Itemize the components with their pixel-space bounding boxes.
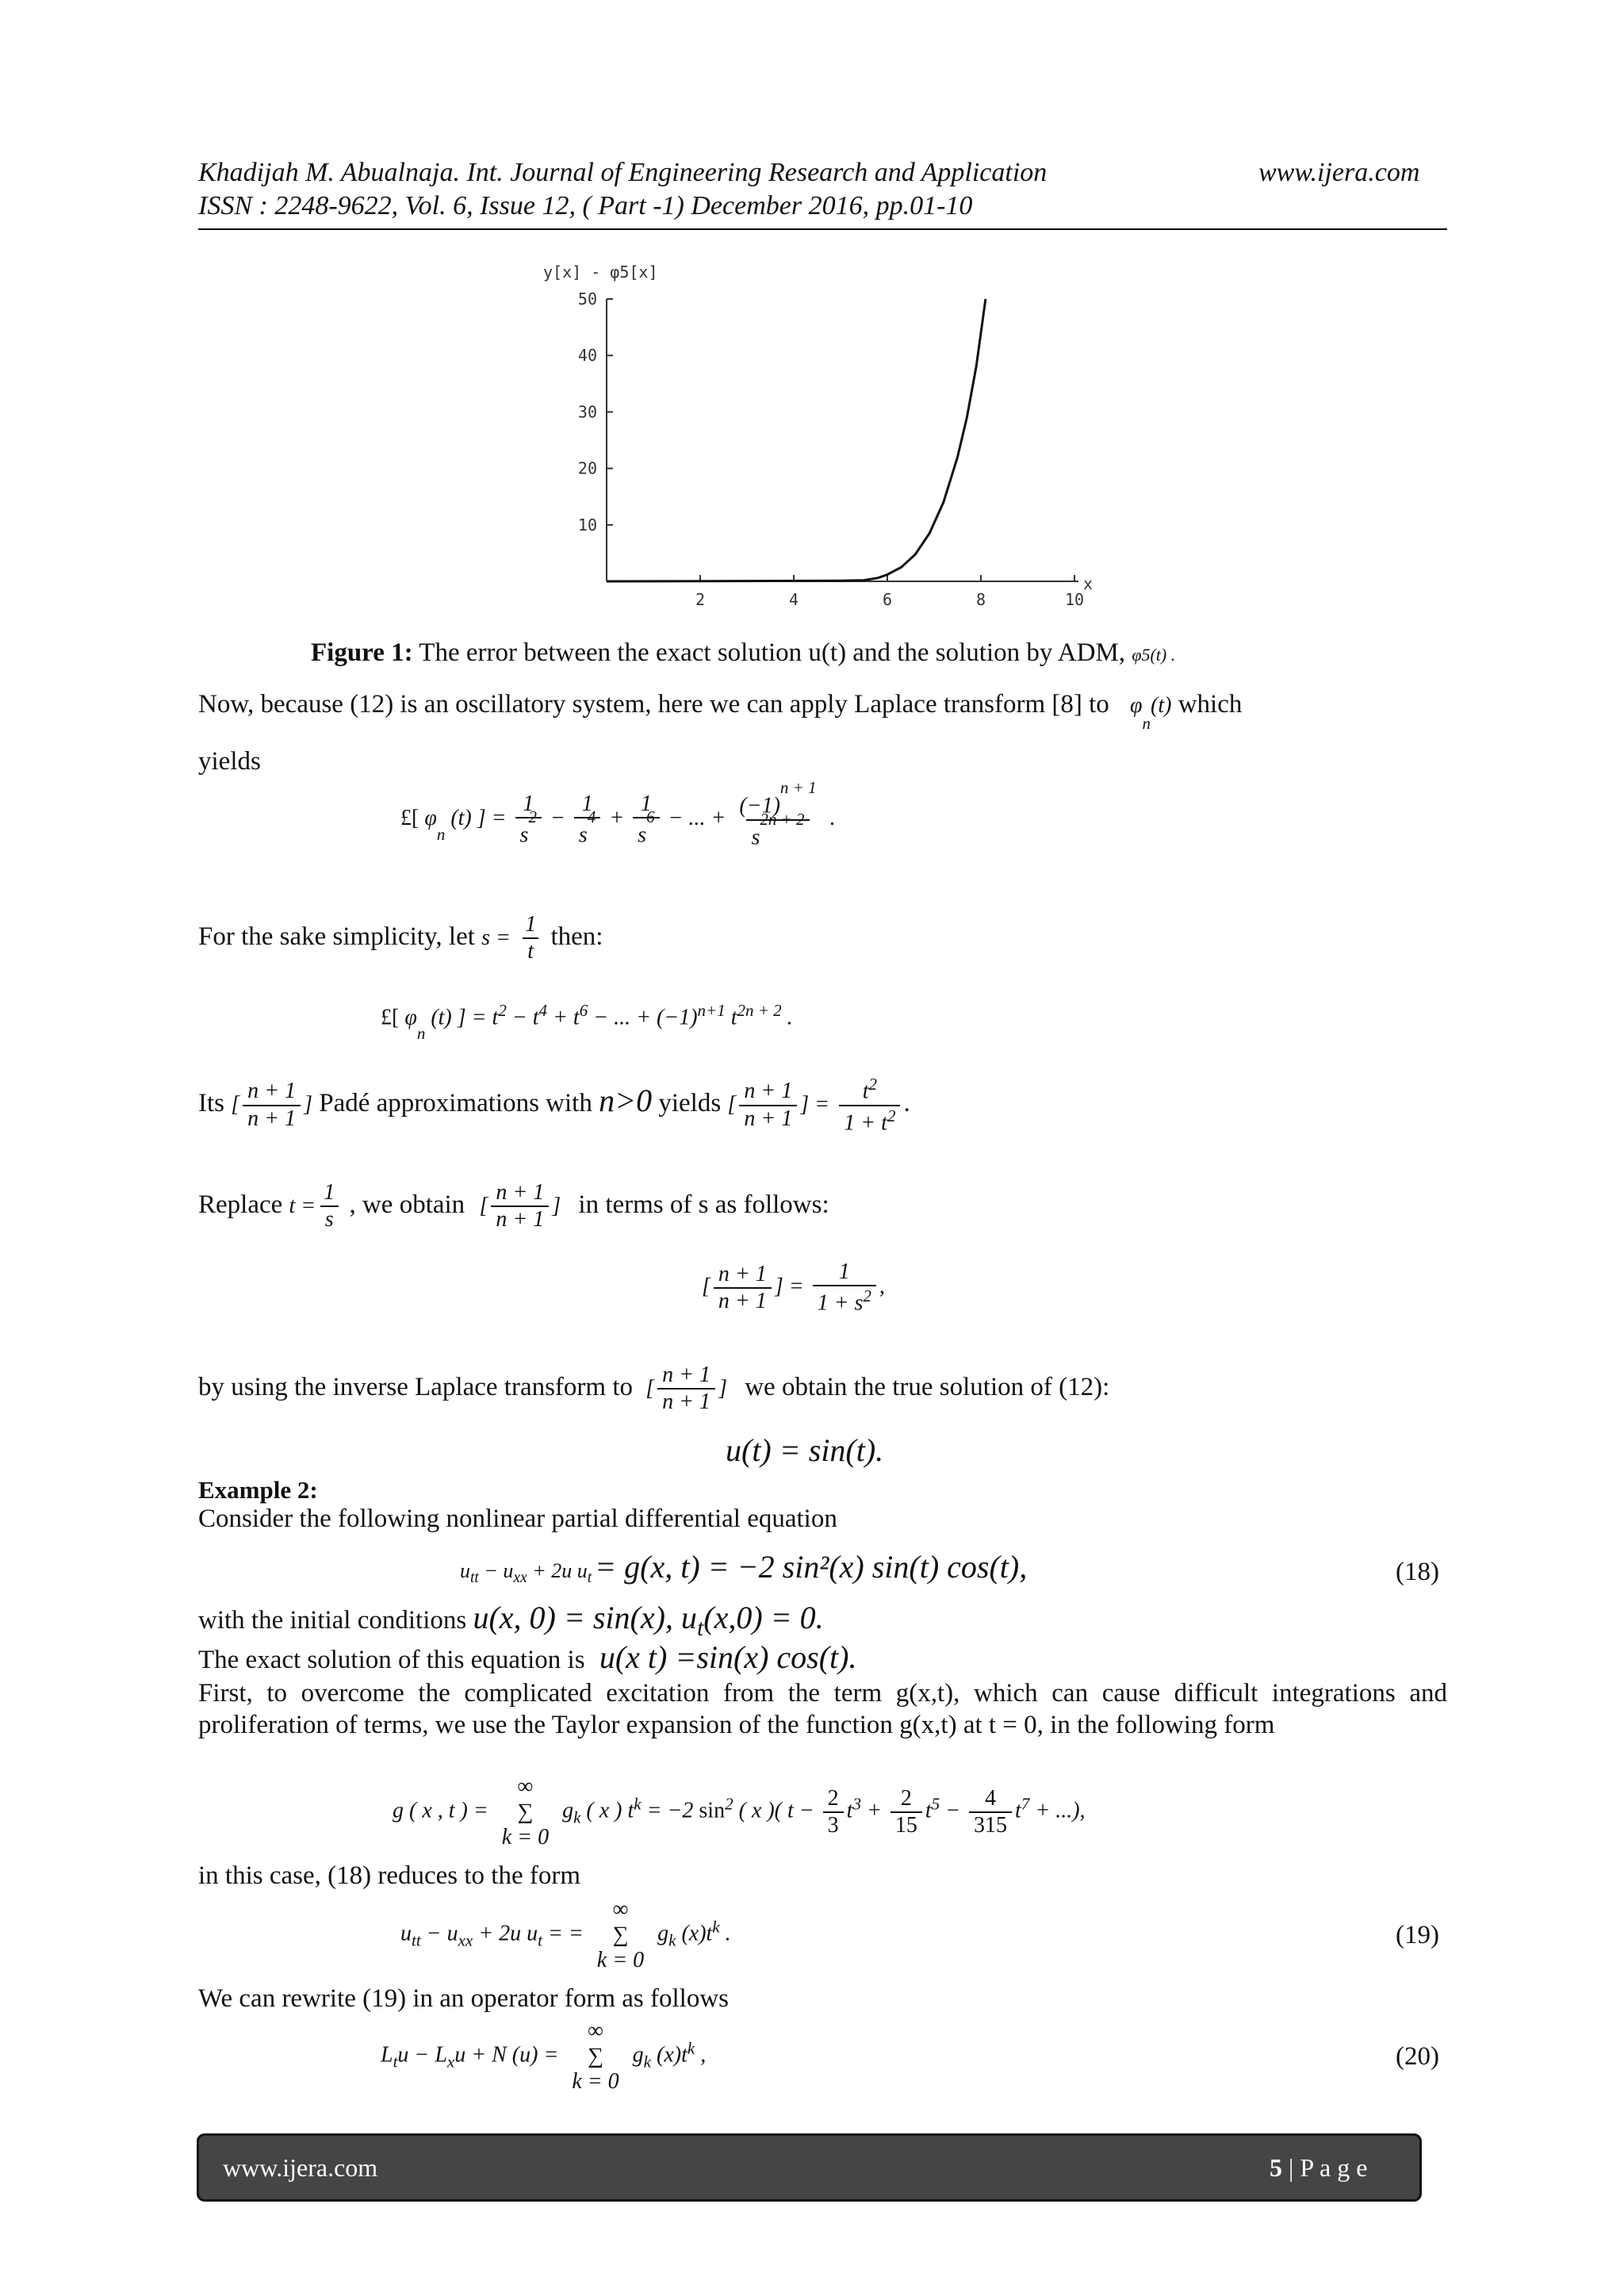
paragraph-taylor-expansion: First, to overcome the complicated excitation from the term g(x,t), which can cause difficult integrations and proliferation of terms, we use the Taylor expansion of the function g(x,t) at t = 0, in the following form [198, 1679, 1447, 1739]
figure-caption [311, 637, 1175, 671]
paragraph-pade-a: Its [198, 1089, 224, 1118]
equation-series-t: £[ $\varphi_n$ (t) ] = $t^2 - t^4 + t^6$ − ... + $(-1)^{n+1}$ $t^{2n + 2}$ . [381, 1001, 793, 1043]
chart-y-axis-label: y[x] - φ5[x] [543, 263, 658, 282]
page-footer [197, 2133, 1422, 2202]
paragraph-replace-a: Replace [198, 1190, 283, 1219]
chart-x-tick-label: 2 [695, 590, 706, 609]
footer-page-number: 5 [1270, 2153, 1282, 2182]
paragraph-exact-solution-a: The exact solution of this equation is [198, 1646, 585, 1674]
figure-caption-text: The error between the exact solution u(t) and the solution by ADM, [419, 638, 1126, 667]
equation-19-number: (19) [1396, 1921, 1439, 1949]
paragraph-simplicity: For the sake simplicity, let s = $\frac{1}{t}$ then: [198, 912, 603, 964]
equation-laplace-series: £[ $\varphi_n$ (t) ] = $\frac{1}{s^2}$ − $\frac{1}{s^4}$ + $\frac{1}{s^6}$ − ... + $\frac{(-1)^{n + 1}}{s^{2n + 2}}$ . [400, 778, 836, 849]
equation-taylor: g ( x , t ) = ∞ ∑ k = 0 $g_k$ ( x ) $t^k = -2$ $\sin^2$ ( x )( t − $\frac{2}{3}$ $t^3$ + $\frac{2}{15}$ $t^5$ − $\frac{4}{315}$ $t^7$ + ...), [393, 1774, 1086, 1850]
paragraph-yields: yields [198, 747, 261, 776]
equation-pade-s: [ $\frac{n + 1}{n + 1}$ ] = $\frac{1}{1 + s^2}$ , [702, 1259, 885, 1316]
chart-ticks [578, 289, 1084, 609]
equation-18: $u_{tt} - u_{xx} + 2u$ $u_t = g(x$, t) = −2 sin²(x) sin(t) cos(t), [460, 1549, 1028, 1587]
paragraph-inverse-laplace: by using the inverse Laplace transform to [ $\frac{n + 1}{n + 1}$ ] we obtain the true solution of (12): [198, 1363, 1110, 1415]
initial-conditions-math-b: (x,0) = 0. [703, 1600, 824, 1635]
initial-conditions-math-a: u(x, 0) = sin(x), u [473, 1600, 697, 1635]
chart-y-tick-label: 30 [577, 402, 597, 422]
figure-caption-math: φ5(t) . [1132, 645, 1176, 665]
equation-19: $u_{tt} - u_{xx} + 2u$ $u_t$ = = ∞ ∑ k = 0 $g_k$ $(x)t^k$ . [400, 1897, 731, 1973]
exact-solution-math: u(x t) =sin(x) cos(t). [599, 1639, 857, 1675]
paragraph-reduces: in this case, (18) reduces to the form [198, 1861, 581, 1890]
equation-18-rhs: = g(x, t) = −2 sin²(x) sin(t) cos(t), [595, 1549, 1028, 1585]
paragraph-replace-b: , we obtain [349, 1190, 465, 1219]
header-journal-line: Khadijah M. Abualnaja. Int. Journal of Engineering Research and Application [198, 158, 1048, 187]
paragraph-nonlinear-pde: Consider the following nonlinear partial differential equation [198, 1504, 837, 1533]
footer-url: www.ijera.com [223, 2153, 378, 2182]
paragraph-pade-condition: n>0 [599, 1083, 653, 1119]
header-issn-line: ISSN : 2248-9622, Vol. 6, Issue 12, ( Part -1) December 2016, pp.01-10 [198, 191, 973, 220]
paragraph-laplace-intro-a: Now, because (12) is an oscillatory system, here we can apply Laplace transform [8] to [198, 690, 1109, 719]
paragraph-exact-solution [198, 1639, 857, 1676]
footer-page-label [1270, 2153, 1367, 2183]
equation-18-number: (18) [1396, 1558, 1439, 1586]
paragraph-pade-b: Padé approximations with [319, 1089, 592, 1118]
paragraph-simplicity-a: For the sake simplicity, let [198, 922, 475, 951]
equation-20-number: (20) [1396, 2042, 1439, 2071]
chart-x-tick-label: 4 [788, 590, 799, 609]
paragraph-pade-d: yields [658, 1089, 722, 1118]
paragraph-initial-conditions: with the initial conditions u(x, 0) = sin(x), $u_t(x,0) = 0$. [198, 1600, 824, 1641]
paragraph-operator-form: We can rewrite (19) in an operator form as follows [198, 1984, 730, 2013]
chart-y-tick-label: 50 [577, 289, 597, 309]
paragraph-inverse-laplace-b: we obtain the true solution of (12): [745, 1372, 1110, 1401]
solution-equation: u(t) = sin(t). [726, 1432, 884, 1468]
paragraph-inverse-laplace-a: by using the inverse Laplace transform to [198, 1372, 633, 1401]
paragraph-laplace-intro: Now, because (12) is an oscillatory system, here we can apply Laplace transform [8] to $\varphi_n(t)$ which [198, 690, 1243, 733]
equation-20: $L_tu - L_xu + N$ (u) = ∞ ∑ k = 0 $g_k$ $(x)t^k$ , [381, 2018, 707, 2095]
paragraph-replace: Replace t = $\frac{1}{s}$ , we obtain [ $\frac{n + 1}{n + 1}$ ] in terms of s as follows: [198, 1180, 829, 1232]
header-url: www.ijera.com [1258, 158, 1420, 187]
paragraph-initial-conditions-a: with the initial conditions [198, 1606, 467, 1635]
chart-y-tick-label: 20 [577, 458, 597, 478]
chart-y-tick-label: 40 [577, 346, 597, 366]
figure-label: Figure 1: [311, 638, 413, 667]
paragraph-pade: Its [ $\frac{n + 1}{n + 1}$ ] Padé approximations with n>0 yields [ $\frac{n + 1}{n + 1}$ ] = $\frac{t^2}{1 + t^2}$ . [198, 1075, 910, 1135]
header-rule [198, 228, 1447, 230]
example-heading: Example 2: [198, 1476, 318, 1504]
footer-page-suffix: | P a g e [1289, 2153, 1368, 2182]
figure-1-chart [523, 258, 1126, 623]
chart-series-line [607, 299, 986, 581]
chart-y-tick-label: 10 [577, 515, 597, 535]
paragraph-simplicity-b: then: [550, 922, 603, 951]
chart-x-axis-label: x [1083, 574, 1094, 593]
paragraph-replace-c: in terms of s as follows: [578, 1190, 829, 1219]
chart-x-tick-label: 6 [882, 590, 893, 609]
chart-x-tick-label: 8 [975, 590, 986, 609]
paragraph-laplace-intro-b: which [1178, 690, 1243, 719]
chart-x-tick-label: 10 [1064, 590, 1085, 609]
